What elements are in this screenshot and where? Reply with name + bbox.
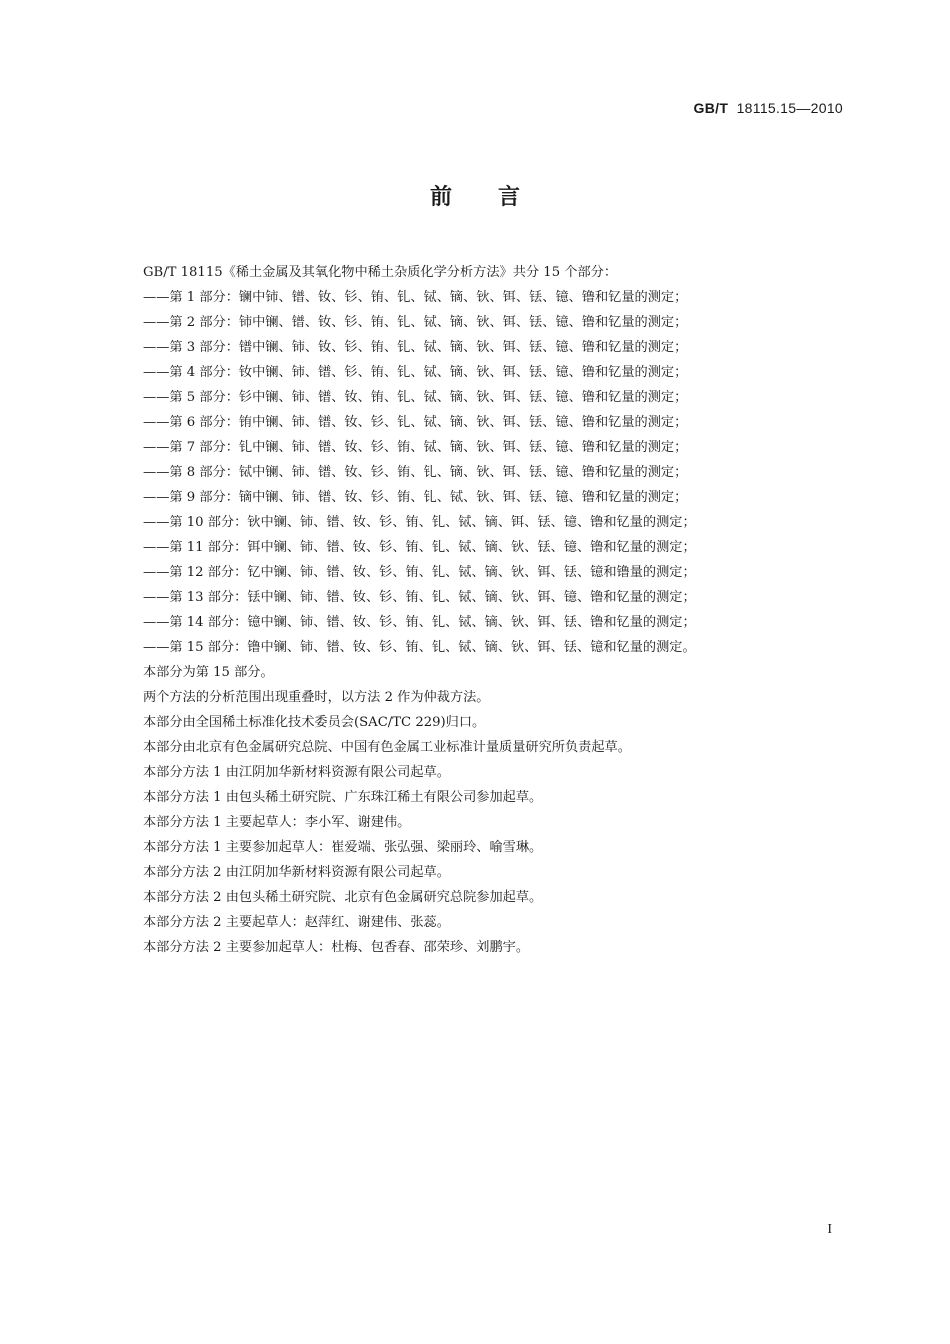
standard-number: 18115.15—2010: [736, 100, 843, 116]
standard-prefix: GB/T: [693, 100, 729, 116]
statement-paragraph: 本部分方法 1 主要参加起草人：崔爱端、张弘强、梁丽玲、喻雪琳。: [143, 840, 543, 855]
part-item: ——第 12 部分：钇中镧、铈、镨、钕、钐、铕、钆、铽、镝、钬、铒、铥、镱和镥量的测定；: [143, 565, 696, 580]
part-item: ——第 9 部分：镝中镧、铈、镨、钕、钐、铕、钆、铽、钬、铒、铥、镱、镥和钇量的测定；: [143, 490, 688, 505]
statement-paragraph: 本部分方法 2 由江阴加华新材料资源有限公司起草。: [143, 865, 450, 880]
statement-paragraph: 两个方法的分析范围出现重叠时，以方法 2 作为仲裁方法。: [143, 690, 490, 705]
statement-paragraph: 本部分方法 1 主要起草人：李小军、谢建伟。: [143, 815, 411, 830]
standard-code: [694, 100, 843, 116]
statement-paragraph: 本部分方法 2 由包头稀土研究院、北京有色金属研究总院参加起草。: [143, 890, 543, 905]
document-body: [143, 260, 843, 960]
page-title: 前言: [429, 185, 566, 210]
part-item: ——第 3 部分：镨中镧、铈、钕、钐、铕、钆、铽、镝、钬、铒、铥、镱、镥和钇量的测定；: [143, 340, 688, 355]
page-number: I: [827, 1222, 832, 1237]
part-item: ——第 4 部分：钕中镧、铈、镨、钐、铕、钆、铽、镝、钬、铒、铥、镱、镥和钇量的测定；: [143, 365, 688, 380]
part-item: ——第 5 部分：钐中镧、铈、镨、钕、铕、钆、铽、镝、钬、铒、铥、镱、镥和钇量的测定；: [143, 390, 688, 405]
part-item: ——第 7 部分：钆中镧、铈、镨、钕、钐、铕、铽、镝、钬、铒、铥、镱、镥和钇量的测定；: [143, 440, 688, 455]
statements-list: [143, 660, 843, 960]
part-item: ——第 13 部分：铥中镧、铈、镨、钕、钐、铕、钆、铽、镝、钬、铒、镱、镥和钇量的测定；: [143, 590, 696, 605]
part-item: ——第 1 部分：镧中铈、镨、钕、钐、铕、钆、铽、镝、钬、铒、铥、镱、镥和钇量的测定；: [143, 290, 688, 305]
part-item: ——第 2 部分：铈中镧、镨、钕、钐、铕、钆、铽、镝、钬、铒、铥、镱、镥和钇量的测定；: [143, 315, 688, 330]
intro-paragraph: GB/T 18115《稀土金属及其氧化物中稀土杂质化学分析方法》共分 15 个部分：: [143, 265, 618, 280]
statement-paragraph: 本部分方法 2 主要参加起草人：杜梅、包香春、邵荣珍、刘鹏宇。: [143, 940, 530, 955]
part-item: ——第 11 部分：铒中镧、铈、镨、钕、钐、铕、钆、铽、镝、钬、铥、镱、镥和钇量的测定；: [143, 540, 696, 555]
part-item: ——第 14 部分：镱中镧、铈、镨、钕、钐、铕、钆、铽、镝、钬、铒、铥、镥和钇量的测定；: [143, 615, 696, 630]
part-item: ——第 6 部分：铕中镧、铈、镨、钕、钐、钆、铽、镝、钬、铒、铥、镱、镥和钇量的测定；: [143, 415, 688, 430]
part-item: ——第 10 部分：钬中镧、铈、镨、钕、钐、铕、钆、铽、镝、铒、铥、镱、镥和钇量的测定；: [143, 515, 696, 530]
part-item: ——第 8 部分：铽中镧、铈、镨、钕、钐、铕、钆、镝、钬、铒、铥、镱、镥和钇量的测定；: [143, 465, 688, 480]
statement-paragraph: 本部分方法 1 由江阴加华新材料资源有限公司起草。: [143, 765, 450, 780]
statement-paragraph: 本部分方法 1 由包头稀土研究院、广东珠江稀土有限公司参加起草。: [143, 790, 543, 805]
parts-list: [143, 285, 843, 660]
part-item: ——第 15 部分：镥中镧、铈、镨、钕、钐、铕、钆、铽、镝、钬、铒、铥、镱和钇量的测定。: [143, 640, 696, 655]
statement-paragraph: 本部分为第 15 部分。: [143, 665, 274, 680]
statement-paragraph: 本部分方法 2 主要起草人：赵萍红、谢建伟、张蕊。: [143, 915, 450, 930]
statement-paragraph: 本部分由北京有色金属研究总院、中国有色金属工业标准计量质量研究所负责起草。: [143, 740, 631, 755]
statement-paragraph: 本部分由全国稀土标准化技术委员会(SAC/TC 229)归口。: [143, 715, 486, 730]
